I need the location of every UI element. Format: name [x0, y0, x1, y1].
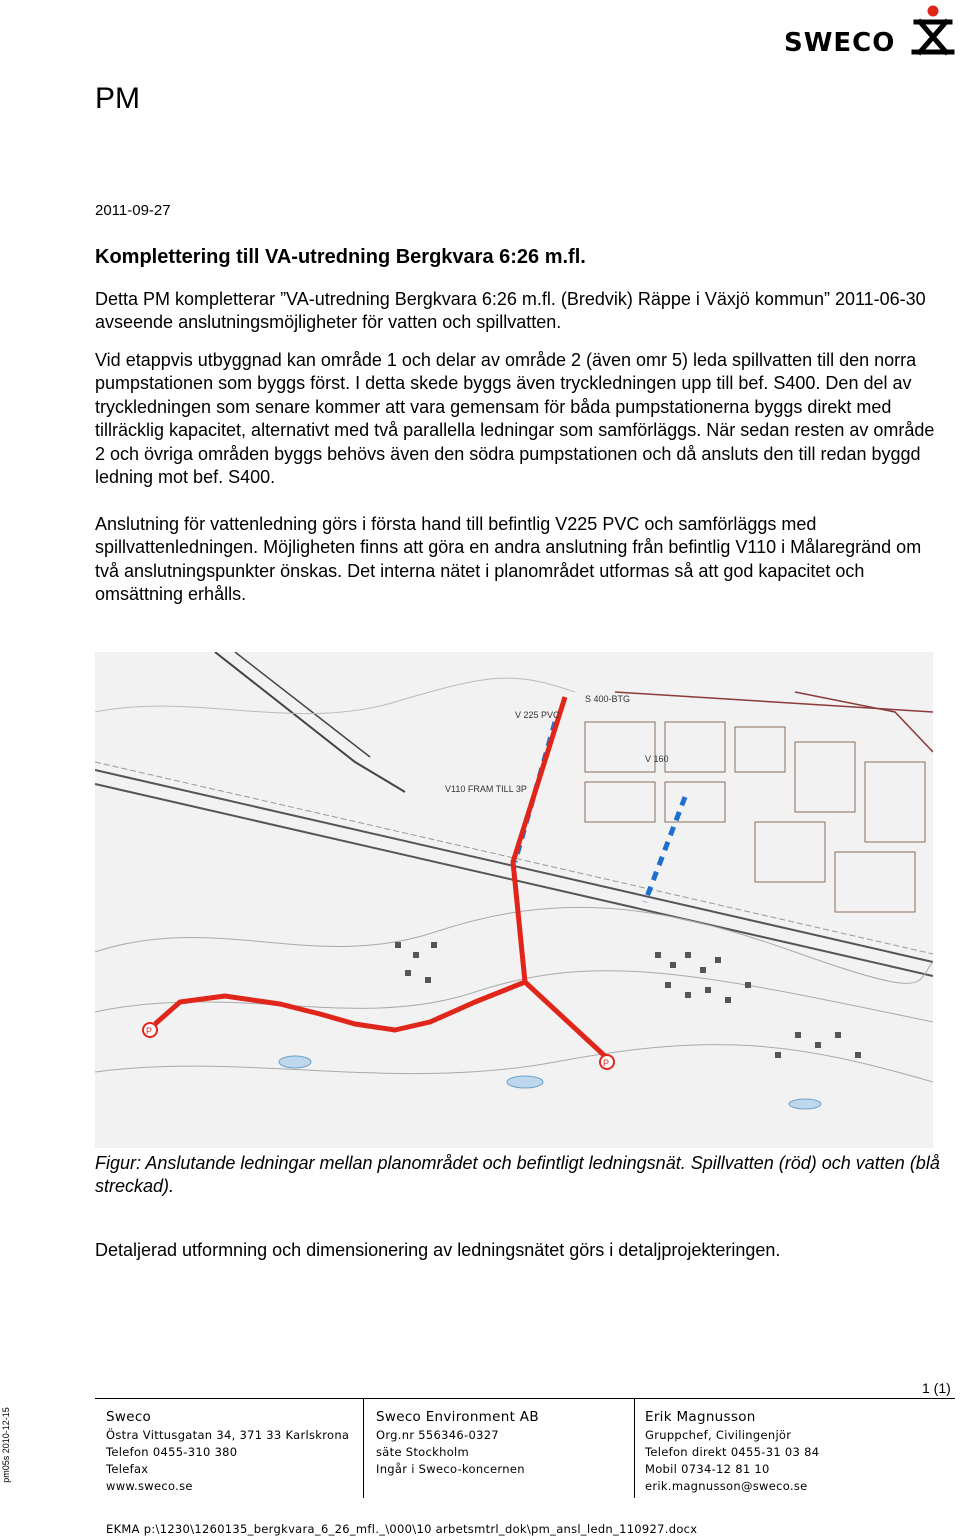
footer-phone: Telefon 0455-310 380 — [106, 1445, 238, 1459]
paragraph-water: Anslutning för vattenledning görs i första hand till befintlig V225 PVC och samförläggs med spillvattenledningen. Möjligheten finns att göra en andra anslutning från befintlig V110 i Målaregränd om två anslutningspunkter önskas. Det interna nätet i planområdet utformas så att god kapacitet och omsättning erhålls. — [95, 514, 922, 605]
footer-contact-role: Gruppchef, Civilingenjör — [645, 1428, 792, 1442]
pump-label-east: P — [603, 1058, 610, 1068]
site-map-figure — [95, 652, 933, 1148]
footer-column-separator — [634, 1398, 635, 1498]
footer-company-name: Sweco — [106, 1409, 152, 1425]
footer-contact-email: erik.magnusson@sweco.se — [645, 1479, 808, 1493]
template-code: pm05s 2010-12-15 — [1, 1407, 11, 1483]
label-s400: S 400-BTG — [585, 694, 631, 704]
sweco-logo — [784, 4, 960, 60]
logo-wordmark: SWECO — [784, 28, 896, 58]
sweco-figure-icon — [908, 4, 958, 58]
label-v110: V110 FRAM TILL 3P — [445, 784, 527, 794]
footer-group: Ingår i Sweco-koncernen — [376, 1462, 525, 1476]
document-type: PM — [95, 82, 140, 115]
footer-contact-mobile: Mobil 0734-12 81 10 — [645, 1462, 770, 1476]
label-v225: V 225 PVC — [515, 710, 560, 720]
footer-contact — [645, 1408, 819, 1495]
footer-divider — [95, 1398, 955, 1399]
figure-caption: Figur: Anslutande ledningar mellan planområdet och befintligt ledningsnät. Spillvatten (röd) och vatten (blå streckad). — [95, 1153, 940, 1197]
pump-label-west: P — [146, 1026, 153, 1036]
paragraph-intro: Detta PM kompletterar ”VA-utredning Bergkvara 6:26 m.fl. (Bredvik) Räppe i Växjö kommun” 2011-06-30 avseende anslutningsmöjligheter för vatten och spillvatten. — [95, 289, 926, 333]
footer-legal-entity — [376, 1408, 539, 1478]
footer-org-number: Org.nr 556346-0327 — [376, 1428, 499, 1442]
footer-entity-name: Sweco Environment AB — [376, 1409, 539, 1425]
footer-fax: Telefax — [106, 1462, 149, 1476]
page-number: 1 (1) — [922, 1380, 951, 1396]
paragraph-stages: Vid etappvis utbyggnad kan område 1 och delar av område 2 (även omr 5) leda spillvatten till den norra pumpstationen som byggs först. I detta skede byggs även tryckledningen upp till bef. S400. Den del av tryckledningen som senare kommer att vara gemensam för båda pumpstationerna byggs direkt med tillräcklig kapacitet, alternativt med två parallella ledningar som samförläggs. När sedan resten av område 2 och övriga områden byggs behövs även den södra pumpstationen och då ansluts den till redan byggd ledning mot bef. S400. — [95, 350, 935, 488]
footer-column-separator — [363, 1398, 364, 1498]
footer-address: Östra Vittusgatan 34, 371 33 Karlskrona — [106, 1428, 350, 1442]
site-map-drawing — [95, 652, 933, 1148]
closing-paragraph: Detaljerad utformning och dimensionering av ledningsnätet görs i detaljprojekteringen. — [95, 1240, 781, 1260]
footer-seat: säte Stockholm — [376, 1445, 470, 1459]
footer-contact-phone: Telefon direkt 0455-31 03 84 — [645, 1445, 820, 1459]
document-file-path: EKMA p:\1230\1260135_bergkvara_6_26_mfl._\000\10 arbetsmtrl_dok\pm_ansl_ledn_110927.docx — [106, 1522, 698, 1536]
document-heading: Komplettering till VA-utredning Bergkvara 6:26 m.fl. — [95, 246, 586, 268]
footer-contact-name: Erik Magnusson — [645, 1409, 756, 1425]
document-date: 2011-09-27 — [95, 202, 171, 219]
footer-company — [106, 1408, 349, 1495]
footer-website: www.sweco.se — [106, 1479, 193, 1493]
label-v160: V 160 — [645, 754, 669, 764]
